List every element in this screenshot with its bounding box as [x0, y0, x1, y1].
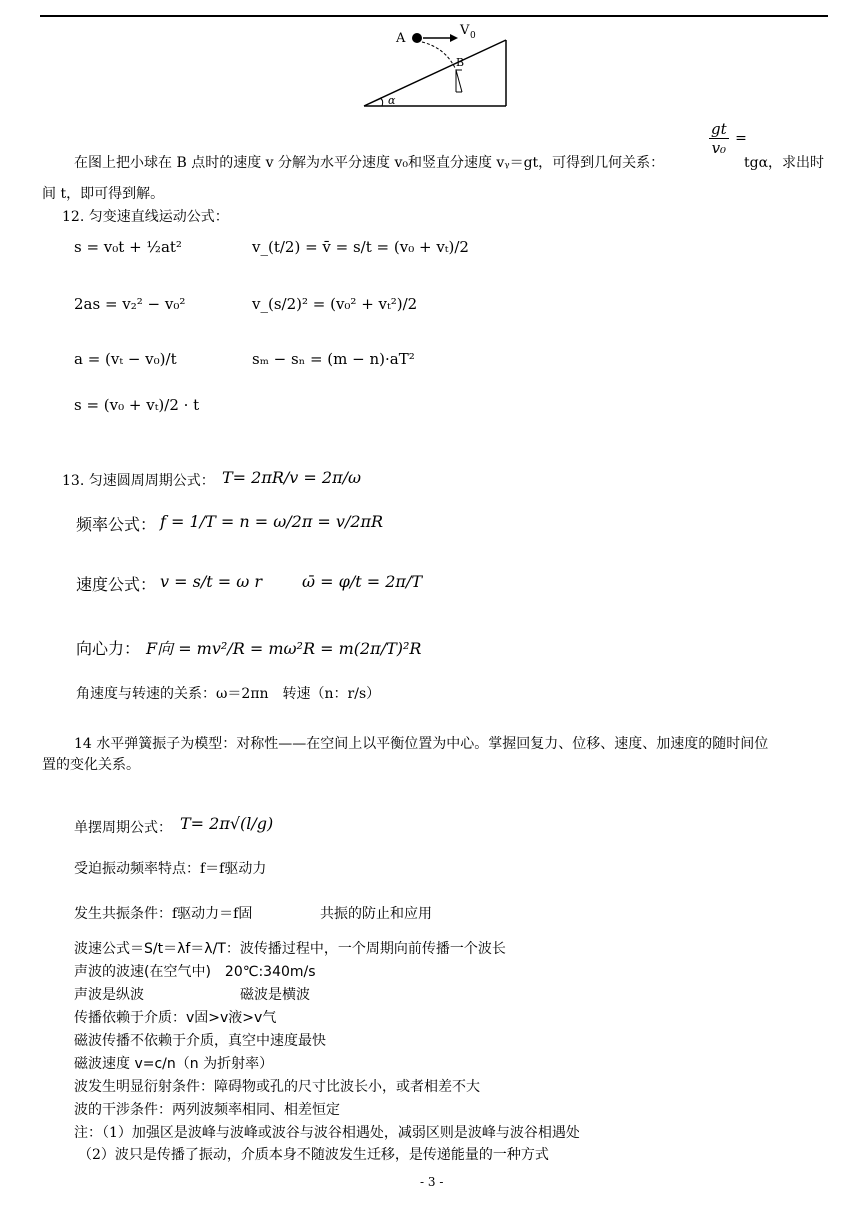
sound-speed: 声波的波速(在空气中) 20℃:340m/s	[74, 964, 316, 980]
label-v: V	[460, 23, 470, 38]
angular-relation: 角速度与转速的关系：ω＝2πn 转速（n：r/s）	[76, 686, 381, 702]
resonance-application: 共振的防止和应用	[320, 906, 432, 922]
diffraction-condition: 波发生明显衍射条件：障碍物或孔的尺寸比波长小，或者相差不大	[74, 1079, 480, 1095]
formula-period: T= 2πR/v = 2π/ω	[222, 468, 362, 487]
wave-speed: 波速公式＝S/t＝λf＝λ/T：波传播过程中，一个周期向前传播一个波长	[74, 941, 506, 957]
sec14-line1: 14 水平弹簧振子为模型：对称性——在空间上以平衡位置为中心。掌握回复力、位移、速度、加速度的随时间位	[74, 736, 769, 752]
formula-v-half-t: v_(t/2) = v̄ = s/t = (v₀ + vₜ)/2	[252, 238, 469, 256]
freq-label: 频率公式：	[76, 515, 157, 534]
frac-eq: =	[735, 130, 747, 147]
em-speed: 磁波速度 v=c/n（n 为折射率）	[74, 1056, 274, 1072]
formula-speed: v = s/t = ω r	[160, 572, 263, 591]
resonance-condition: 发生共振条件：f驱动力＝f固	[74, 906, 253, 922]
frac-den: v₀	[711, 139, 727, 157]
p1-text: 在图上把小球在 B 点时的速度 v 分解为水平分速度 v₀和竖直分速度 vᵧ＝gt，可得到几何关系：	[74, 155, 665, 171]
formula-sm-sn: sₘ − sₙ = (m − n)·aT²	[252, 350, 415, 368]
page-number: - 3 -	[420, 1175, 444, 1189]
top-rule	[40, 15, 828, 17]
formula-freq: f = 1/T = n = ω/2π = v/2πR	[160, 512, 384, 531]
formula-2as: 2as = v₂² − v₀²	[74, 295, 186, 313]
sec12-heading: 12. 匀变速直线运动公式：	[62, 209, 229, 225]
pendulum-formula: T= 2π√(l/g)	[180, 814, 274, 833]
p1-tail: tgα，求出时	[744, 155, 825, 171]
medium-dependence: 传播依赖于介质：v固>v液>v气	[74, 1010, 277, 1026]
incline-figure	[360, 22, 510, 108]
interference-condition: 波的干涉条件：两列波频率相同、相差恒定	[74, 1102, 340, 1118]
label-v-sub: 0	[470, 31, 476, 41]
label-b: B	[456, 56, 465, 69]
em-transverse: 磁波是横波	[240, 987, 310, 1003]
em-medium: 磁波传播不依赖于介质，真空中速度最快	[74, 1033, 326, 1049]
note-1: 注：（1）加强区是波峰与波峰或波谷与波谷相遇处，减弱区则是波峰与波谷相遇处	[74, 1125, 580, 1141]
formula-omega: ω̄ = φ/t = 2π/T	[302, 572, 422, 591]
sound-longitudinal: 声波是纵波	[74, 987, 144, 1003]
centripetal-label: 向心力：	[76, 639, 141, 658]
sec14-line2: 置的变化关系。	[42, 757, 140, 773]
formula-s: s = v₀t + ½at²	[74, 238, 182, 256]
fraction-gt-v0	[707, 120, 747, 157]
label-a: A	[396, 31, 406, 46]
formula-a: a = (vₜ − v₀)/t	[74, 350, 177, 368]
formula-s-avg: s = (v₀ + vₜ)/2 · t	[74, 396, 200, 414]
frac-num: gt	[711, 120, 727, 138]
p1-line2: 间 t，即可得到解。	[42, 186, 165, 202]
pendulum-label: 单摆周期公式：	[74, 820, 172, 836]
note-2: （2）波只是传播了振动，介质本身不随波发生迁移，是传递能量的一种方式	[78, 1147, 549, 1163]
forced-vibration: 受迫振动频率特点：f＝f驱动力	[74, 861, 267, 877]
formula-centripetal: F向 = mv²/R = mω²R = m(2π/T)²R	[146, 639, 422, 658]
speed-label: 速度公式：	[76, 575, 157, 594]
formula-v-half-s: v_(s/2)² = (v₀² + vₜ²)/2	[252, 295, 418, 313]
sec13-heading: 13. 匀速圆周周期公式：	[62, 473, 215, 489]
label-alpha: α	[388, 94, 396, 107]
